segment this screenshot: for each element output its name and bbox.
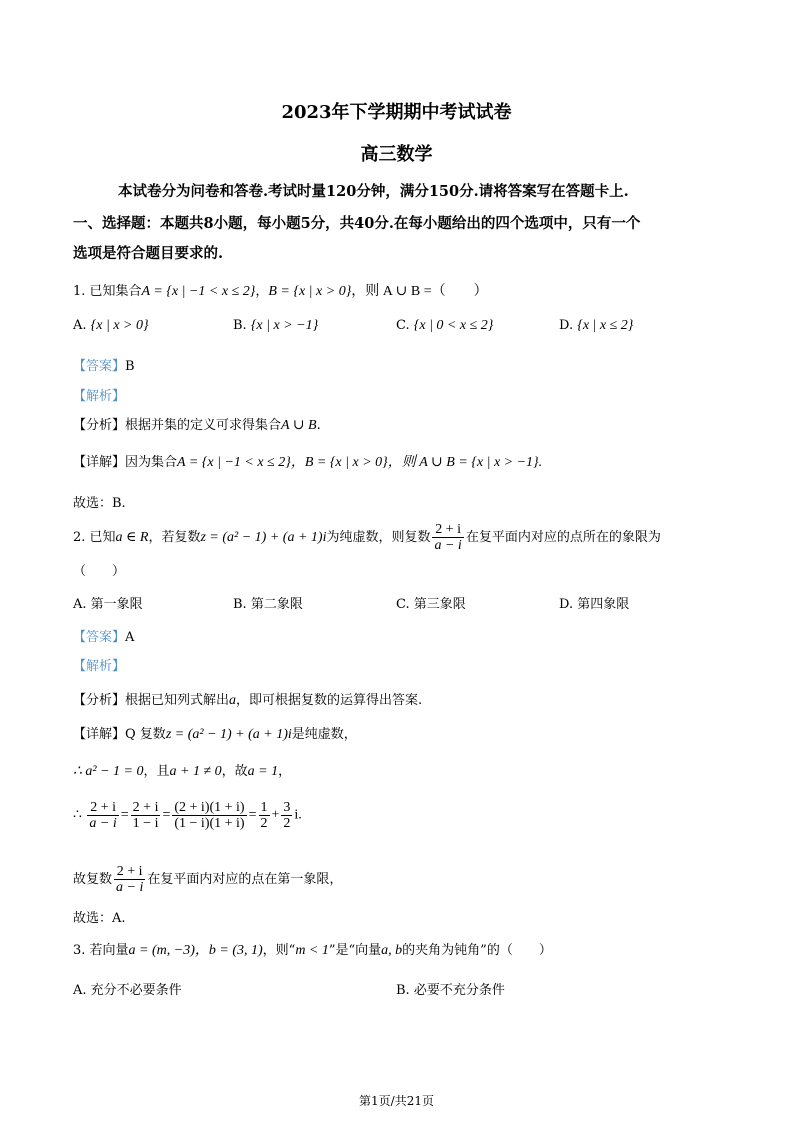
fraction-denominator: 2 — [283, 816, 291, 831]
q3-condition: m < 1 — [295, 943, 329, 958]
q2-math-a-in-r: a ∈ R — [115, 530, 149, 545]
imaginary-unit: i. — [294, 807, 302, 823]
conclude-prefix: 故复数 — [73, 872, 113, 887]
question-2-stem — [73, 522, 661, 553]
fraction-denominator: a − i — [89, 816, 117, 831]
detail-end: 是纯虚数， — [291, 727, 357, 742]
fraction-numerator: 1 — [260, 800, 268, 815]
calc-fraction-3 — [172, 800, 246, 831]
option-label: A. — [73, 318, 87, 333]
fraction-numerator: (2 + i)(1 + i) — [174, 800, 245, 815]
fraction-numerator: 2 + i — [432, 522, 463, 538]
q3-stem-a: 3. 若向量 — [73, 943, 129, 958]
q1-analysis-tag — [73, 388, 125, 406]
fenxi-tag: 【分析】 — [73, 418, 126, 433]
q1-set-a: A = {x | −1 < x ≤ 2} — [141, 284, 256, 299]
q1-stem-prefix: 1. 已知集合 — [73, 284, 142, 299]
q3-option-a[interactable] — [73, 982, 182, 1000]
q2-analysis-tag — [73, 658, 125, 676]
fraction-numerator: 2 + i — [132, 800, 159, 815]
q2-stem-c: 为纯虚数，则复数 — [326, 530, 431, 545]
equals-sign: = — [162, 807, 171, 823]
option-math: {x | x > 0} — [90, 318, 149, 333]
page-subtitle: 高三数学 — [360, 144, 433, 165]
q3-stem-b: ，则“ — [262, 943, 296, 958]
q2-stem-d: 在复平面内对应的点所在的象限为 — [465, 530, 661, 545]
q2-stem-a: 2. 已知 — [73, 530, 116, 545]
option-label: A. — [73, 597, 87, 612]
answer-value: A — [125, 630, 135, 645]
calc-fraction-5 — [281, 800, 292, 831]
q1-option-a[interactable] — [73, 317, 149, 335]
equals-sign: = — [120, 807, 129, 823]
therefore-symbol: ∴ — [73, 807, 82, 823]
detail-math: z = (a² − 1) + (a + 1)i — [165, 727, 292, 742]
line2-end: ， — [278, 764, 292, 779]
option-text: 第一象限 — [90, 597, 143, 612]
q1-option-b[interactable] — [233, 317, 318, 335]
q2-stem-b: ，若复数 — [148, 530, 201, 545]
option-text: 第四象限 — [577, 597, 630, 612]
q1-choose: 故选：B. — [73, 496, 126, 511]
section-heading-line1: 一、选择题：本题共8小题，每小题5分，共40分.在每小题给出的四个选项中，只有一个 — [73, 215, 641, 232]
q1-option-c[interactable] — [396, 317, 493, 335]
q2-answer — [73, 629, 134, 647]
line2-math3: a = 1 — [247, 764, 279, 779]
q2-detail — [73, 726, 357, 744]
q2-math-z: z = (a² − 1) + (a + 1)i — [200, 530, 327, 545]
detail-prefix: Q 复数 — [125, 727, 166, 742]
q1-answer — [73, 358, 135, 376]
q3-stem-d: 的夹角为钝角”的（ ） — [402, 943, 552, 958]
fenxi-tag: 【分析】 — [73, 693, 126, 708]
option-math: {x | x ≤ 2} — [577, 318, 634, 333]
q3-stem-c: ”是“向量 — [328, 943, 382, 958]
option-label: B. — [396, 983, 410, 998]
fenxi-end: ，即可根据复数的运算得出答案. — [236, 693, 423, 708]
exam-intro: 本试卷分为问卷和答卷.考试时量120分钟，满分150分.请将答案写在答题卡上. — [118, 183, 629, 200]
option-label: C. — [396, 597, 410, 612]
q2-detail-line2 — [73, 763, 291, 781]
page-title: 2023年下学期期中考试试卷 — [281, 102, 512, 123]
line2-text: ，且 — [143, 764, 170, 779]
option-label: D. — [559, 597, 574, 612]
q3-vectors: a = (m, −3)，b = (3, 1) — [128, 943, 263, 958]
option-math: {x | 0 < x ≤ 2} — [413, 318, 494, 333]
option-label: B. — [233, 597, 247, 612]
fraction-denominator: a − i — [116, 880, 144, 895]
q2-stem-continuation: （ ） — [73, 564, 126, 579]
option-label: B. — [233, 318, 247, 333]
detail-tag: 【详解】 — [73, 455, 126, 470]
option-text: 必要不充分条件 — [413, 983, 505, 998]
q2-fraction — [432, 522, 463, 553]
calc-fraction-4 — [259, 800, 270, 831]
fenxi-math: A ∪ B — [281, 418, 317, 433]
question-3-stem — [73, 942, 552, 960]
fenxi-text: 根据并集的定义可求得集合 — [125, 418, 282, 433]
q2-option-a[interactable] — [73, 596, 143, 614]
detail-tag: 【详解】 — [73, 727, 126, 742]
fraction-denominator: a − i — [434, 538, 462, 553]
answer-tag: 【答案】 — [73, 630, 126, 645]
q1-fenxi — [73, 417, 321, 435]
fenxi-text: 根据已知列式解出 — [125, 693, 230, 708]
answer-tag: 【答案】 — [73, 359, 126, 374]
analysis-tag: 【解析】 — [73, 389, 126, 404]
q2-calculation — [73, 800, 302, 831]
conclude-end: 在复平面内对应的点在第一象限， — [147, 872, 343, 887]
fraction-denominator: 2 — [260, 816, 268, 831]
line2-math1: ∴ a² − 1 = 0 — [73, 764, 144, 779]
calc-fraction-1 — [87, 800, 118, 831]
line2-math2: a + 1 ≠ 0 — [169, 764, 222, 779]
fraction-numerator: 2 + i — [114, 864, 145, 880]
line2-text2: ，故 — [221, 764, 248, 779]
option-text: 第三象限 — [413, 597, 466, 612]
option-text: 第二象限 — [250, 597, 303, 612]
q2-option-c[interactable] — [396, 596, 466, 614]
conclude-fraction — [114, 864, 145, 895]
q3-vector-names: a, b — [381, 943, 403, 958]
q1-stem-suffix: ，则 A ∪ B =（ ） — [351, 284, 488, 299]
page-number: 第1页/共21页 — [359, 1094, 434, 1108]
equals-sign: = — [248, 807, 257, 823]
q2-choose: 故选：A. — [73, 911, 126, 926]
q1-set-b: B = {x | x > 0} — [268, 284, 352, 299]
calc-fraction-2 — [131, 800, 161, 831]
option-math: {x | x > −1} — [250, 318, 319, 333]
detail-math: A = {x | −1 < x ≤ 2}，B = {x | x > 0}，则 A ∪ B = {x | x > −1}. — [177, 455, 543, 470]
fraction-denominator: (1 − i)(1 + i) — [174, 816, 245, 831]
option-text: 充分不必要条件 — [90, 983, 182, 998]
option-label: A. — [73, 983, 87, 998]
q1-option-d[interactable] — [559, 317, 633, 335]
q2-option-b[interactable] — [233, 596, 303, 614]
q1-comma: ， — [255, 284, 269, 299]
q1-detail — [73, 454, 542, 472]
option-label: D. — [559, 318, 574, 333]
q3-option-b[interactable] — [396, 982, 505, 1000]
fraction-numerator: 2 + i — [87, 800, 118, 816]
fenxi-math: a — [229, 693, 237, 708]
section-heading-line2: 选项是符合题目要求的. — [73, 245, 224, 262]
q2-option-d[interactable] — [559, 596, 629, 614]
q2-conclusion — [73, 864, 342, 895]
question-1-stem — [73, 283, 488, 301]
fenxi-end: . — [316, 418, 321, 433]
plus-sign: + — [271, 807, 280, 823]
option-label: C. — [396, 318, 410, 333]
fraction-numerator: 3 — [283, 800, 291, 815]
q2-fenxi — [73, 692, 422, 710]
analysis-tag: 【解析】 — [73, 659, 126, 674]
answer-value: B — [125, 359, 135, 374]
fraction-denominator: 1 − i — [132, 816, 159, 831]
detail-text: 因为集合 — [125, 455, 178, 470]
